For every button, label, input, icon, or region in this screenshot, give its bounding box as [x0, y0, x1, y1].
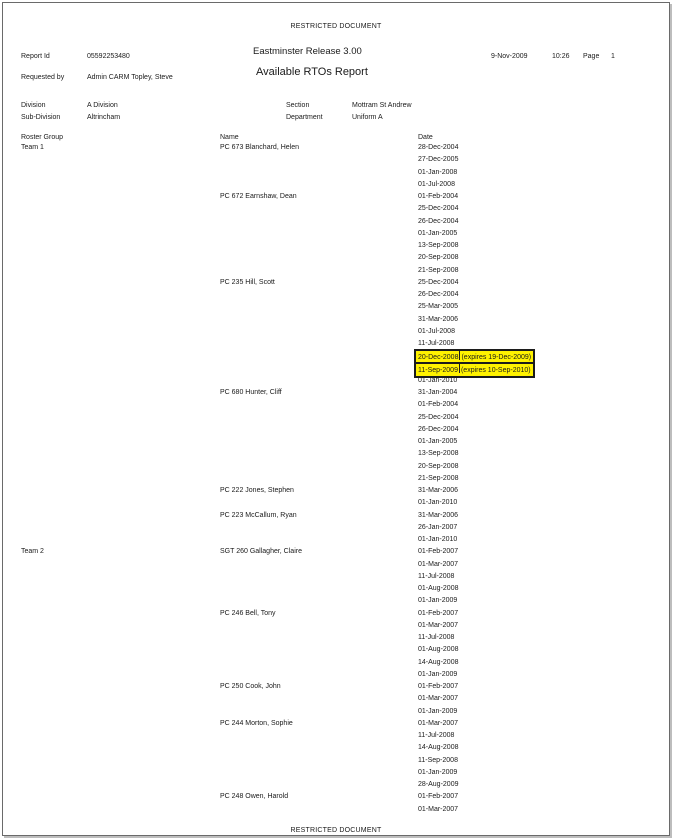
date-value: 11-Jul-2008: [418, 634, 455, 641]
report-time: 10:26: [552, 53, 570, 60]
name-cell: SGT 260 Gallagher, Claire: [220, 548, 302, 556]
table-row: [3, 682, 669, 694]
date-cell: [418, 486, 458, 496]
date-value: 01-Jan-2010: [418, 536, 458, 543]
division-value: A Division: [87, 102, 118, 109]
column-header-name: Name: [220, 134, 239, 141]
name-cell: PC 673 Blanchard, Helen: [220, 144, 299, 151]
date-cell: [418, 339, 454, 349]
report-title: Available RTOs Report: [256, 66, 368, 78]
date-value: 31-Mar-2006: [418, 511, 459, 519]
date-value: 11-Jul-2008: [418, 572, 455, 580]
subdivision-value: Altrincham: [87, 114, 121, 121]
note-divider: [459, 364, 460, 373]
table-row: [3, 229, 669, 241]
date-cell: [418, 547, 458, 557]
table-row: [3, 315, 669, 327]
date-cell: [418, 413, 458, 423]
date-value: 01-Jan-2009: [418, 597, 458, 605]
date-cell: [418, 168, 457, 178]
date-cell: [418, 462, 458, 472]
date-value: 01-Jan-2005: [418, 229, 458, 237]
date-value: 01-Feb-2007: [418, 609, 459, 617]
date-value: 01-Jan-2009: [418, 707, 458, 715]
date-cell: [418, 670, 457, 680]
table-row: [3, 560, 669, 572]
date-cell: [418, 511, 458, 521]
date-value: 01-Feb-2004: [418, 193, 459, 200]
table-row: [3, 572, 669, 584]
table-row: [3, 511, 669, 523]
date-cell: [418, 523, 457, 533]
date-value: 26-Jan-2007: [418, 523, 458, 531]
table-row: [3, 339, 669, 351]
date-value: 25-Mar-2005: [418, 303, 459, 311]
date-value: 01-Mar-2007: [418, 560, 459, 568]
date-cell: [418, 572, 454, 582]
table-row: [3, 327, 669, 339]
date-value: 25-Dec-2004: [418, 205, 459, 213]
restricted-banner-bottom: RESTRICTED DOCUMENT: [290, 827, 382, 834]
table-row: [3, 253, 669, 265]
date-cell: [418, 241, 458, 251]
date-cell: [418, 302, 458, 312]
highlighted-date-cell: [416, 351, 533, 363]
name-cell: PC 680 Hunter, Cliff: [220, 389, 282, 396]
date-value: 28-Aug-2009: [418, 781, 459, 788]
table-row: [3, 523, 669, 535]
system-title: Eastminster Release 3.00: [253, 46, 362, 57]
date-cell: [418, 253, 458, 263]
table-row: [3, 425, 669, 437]
table-row: [3, 621, 669, 633]
date-value: 26-Dec-2004: [418, 425, 459, 433]
date-value: 21-Sep-2008: [418, 266, 459, 274]
date-value: 01-Mar-2007: [418, 719, 459, 727]
date-value: 01-Mar-2007: [418, 695, 459, 703]
name-cell: PC 248 Owen, Harold: [220, 793, 289, 801]
date-value: 01-Jan-2005: [418, 438, 458, 445]
page-number: 1: [611, 53, 615, 60]
date-value: 27-Dec-2005: [418, 156, 459, 164]
table-row: [3, 596, 669, 608]
date-cell: [418, 560, 458, 570]
date-cell: [418, 805, 458, 815]
date-cell: [418, 756, 458, 766]
date-value: 01-Mar-2007: [418, 621, 459, 629]
name-cell: PC 223 McCallum, Ryan: [220, 511, 297, 519]
table-row: [3, 780, 669, 792]
date-value: 11-Jul-2008: [418, 340, 455, 347]
table-row: [3, 143, 669, 155]
date-cell: [418, 535, 457, 545]
date-value: 11-Sep-2009: [418, 366, 458, 374]
date-cell: [418, 449, 458, 459]
name-cell: PC 250 Cook, John: [220, 683, 281, 690]
date-value: 20-Sep-2008: [418, 462, 459, 470]
requested-by-value: Admin CARM Topley, Steve: [87, 74, 173, 81]
date-value: 11-Jul-2008: [418, 732, 455, 739]
table-row: [3, 278, 669, 290]
table-row: [3, 707, 669, 719]
table-row: [3, 351, 669, 363]
date-value: 31-Mar-2006: [418, 315, 459, 323]
date-cell: [418, 780, 458, 790]
date-value: 01-Aug-2008: [418, 646, 459, 654]
table-row: [3, 241, 669, 253]
date-cell: [418, 204, 458, 214]
report-date: 9-Nov-2009: [491, 53, 528, 60]
date-cell: [418, 609, 458, 619]
table-row: [3, 756, 669, 768]
name-cell: PC 222 Jones, Stephen: [220, 487, 294, 494]
table-row: [3, 400, 669, 412]
name-cell: PC 246 Bell, Tony: [220, 609, 276, 617]
date-value: 25-Dec-2004: [418, 278, 459, 286]
column-header-group: Roster Group: [21, 134, 64, 141]
department-label: Department: [286, 114, 323, 121]
table-row: [3, 658, 669, 670]
date-value: 20-Dec-2008: [418, 354, 459, 362]
date-value: 13-Sep-2008: [418, 242, 459, 249]
date-cell: [418, 315, 458, 325]
table-row: [3, 792, 669, 804]
table-row: [3, 266, 669, 278]
date-cell: [418, 658, 458, 668]
table-row: [3, 805, 669, 817]
roster-group-cell: Team 1: [21, 144, 44, 151]
date-value: 14-Aug-2008: [418, 658, 459, 666]
department-value: Uniform A: [352, 114, 383, 121]
date-value: 01-Aug-2008: [418, 585, 459, 592]
date-cell: [418, 180, 455, 190]
date-cell: [418, 217, 458, 227]
date-value: 01-Mar-2007: [418, 805, 459, 813]
date-cell: [418, 143, 458, 153]
column-header-date: Date: [418, 134, 433, 141]
date-value: 26-Dec-2004: [418, 291, 459, 298]
roster-group-cell: Team 2: [21, 548, 44, 556]
table-row: [3, 217, 669, 229]
division-label: Division: [21, 102, 46, 109]
table-row: [3, 645, 669, 657]
date-value: 01-Jan-2009: [418, 768, 458, 776]
date-cell: [418, 707, 457, 717]
date-value: 20-Sep-2008: [418, 254, 459, 262]
date-value: 14-Aug-2008: [418, 744, 459, 752]
date-value: 01-Jan-2008: [418, 168, 458, 176]
table-row: [3, 486, 669, 498]
table-row: [3, 192, 669, 204]
date-value: 01-Jan-2009: [418, 670, 458, 678]
section-label: Section: [286, 102, 310, 109]
date-cell: [418, 400, 458, 410]
date-value: 31-Jan-2004: [418, 389, 458, 396]
name-cell: PC 244 Morton, Sophie: [220, 719, 293, 727]
table-row: [3, 584, 669, 596]
date-cell: [418, 633, 454, 643]
date-value: 26-Dec-2004: [418, 217, 459, 225]
date-cell: [418, 376, 457, 386]
table-row: [3, 670, 669, 682]
date-cell: [418, 192, 458, 202]
report-page: [2, 2, 670, 836]
table-row: [3, 155, 669, 167]
table-row: [3, 609, 669, 621]
date-value: 01-Jan-2010: [418, 499, 458, 507]
date-value: 11-Sep-2008: [418, 756, 458, 764]
table-row: [3, 535, 669, 547]
table-row: [3, 302, 669, 314]
date-value: 01-Feb-2007: [418, 683, 459, 690]
date-value: 31-Mar-2006: [418, 487, 459, 494]
name-cell: PC 672 Earnshaw, Dean: [220, 193, 297, 200]
name-cell: PC 235 Hill, Scott: [220, 278, 275, 286]
table-row: [3, 633, 669, 645]
date-cell: [418, 584, 458, 594]
date-cell: [418, 498, 457, 508]
date-value: 13-Sep-2008: [418, 450, 459, 458]
table-row: [3, 413, 669, 425]
table-row: [3, 168, 669, 180]
restricted-banner-top: RESTRICTED DOCUMENT: [290, 23, 382, 30]
date-cell: [418, 731, 454, 741]
date-value: 01-Jul-2008: [418, 180, 455, 188]
table-row: [3, 694, 669, 706]
date-cell: [418, 437, 457, 447]
table-row: [3, 376, 669, 388]
date-value: 01-Jul-2008: [418, 327, 455, 335]
report-id-label: Report Id: [21, 53, 50, 60]
requested-by-label: Requested by: [21, 74, 65, 81]
table-row: [3, 462, 669, 474]
date-value: 25-Dec-2004: [418, 413, 459, 421]
date-cell: [418, 155, 458, 165]
date-value: 01-Feb-2004: [418, 401, 459, 409]
date-cell: [418, 425, 458, 435]
date-cell: [418, 266, 458, 276]
table-row: [3, 204, 669, 216]
table-row: [3, 474, 669, 486]
section-value: Mottram St Andrew: [352, 102, 412, 109]
date-cell: [418, 743, 458, 753]
date-value: 21-Sep-2008: [418, 474, 459, 482]
date-value: 01-Jan-2010: [418, 376, 458, 384]
date-cell: [418, 327, 455, 337]
page-label: Page: [583, 53, 600, 60]
date-value: 28-Dec-2004: [418, 144, 459, 151]
date-cell: [418, 290, 458, 300]
date-cell: [418, 388, 457, 398]
table-row: [3, 180, 669, 192]
date-cell: [418, 596, 457, 606]
date-cell: [418, 682, 458, 692]
date-cell: [418, 694, 458, 704]
expiry-note: (expires 10-Sep-2010): [460, 366, 531, 374]
date-value: 01-Feb-2007: [418, 548, 459, 556]
table-row: [3, 388, 669, 400]
date-cell: [418, 768, 457, 778]
date-cell: [418, 474, 458, 484]
date-cell: [418, 621, 458, 631]
table-row: [3, 731, 669, 743]
table-row: [3, 498, 669, 510]
table-row: [3, 449, 669, 461]
date-cell: [418, 792, 458, 802]
date-value: 01-Feb-2007: [418, 793, 459, 801]
date-cell: [418, 719, 458, 729]
table-row: [3, 547, 669, 559]
table-row: [3, 743, 669, 755]
highlighted-date-cell: [416, 364, 533, 376]
date-cell: [418, 278, 458, 288]
date-cell: [418, 229, 457, 239]
subdivision-label: Sub-Division: [21, 114, 61, 121]
table-row: [3, 719, 669, 731]
table-row: [3, 290, 669, 302]
table-row: [3, 768, 669, 780]
report-id-value: 05592253480: [87, 53, 130, 60]
table-row: [3, 437, 669, 449]
expiry-note: (expires 19-Dec-2009): [461, 354, 532, 362]
date-cell: [418, 645, 458, 655]
table-row: [3, 364, 669, 376]
